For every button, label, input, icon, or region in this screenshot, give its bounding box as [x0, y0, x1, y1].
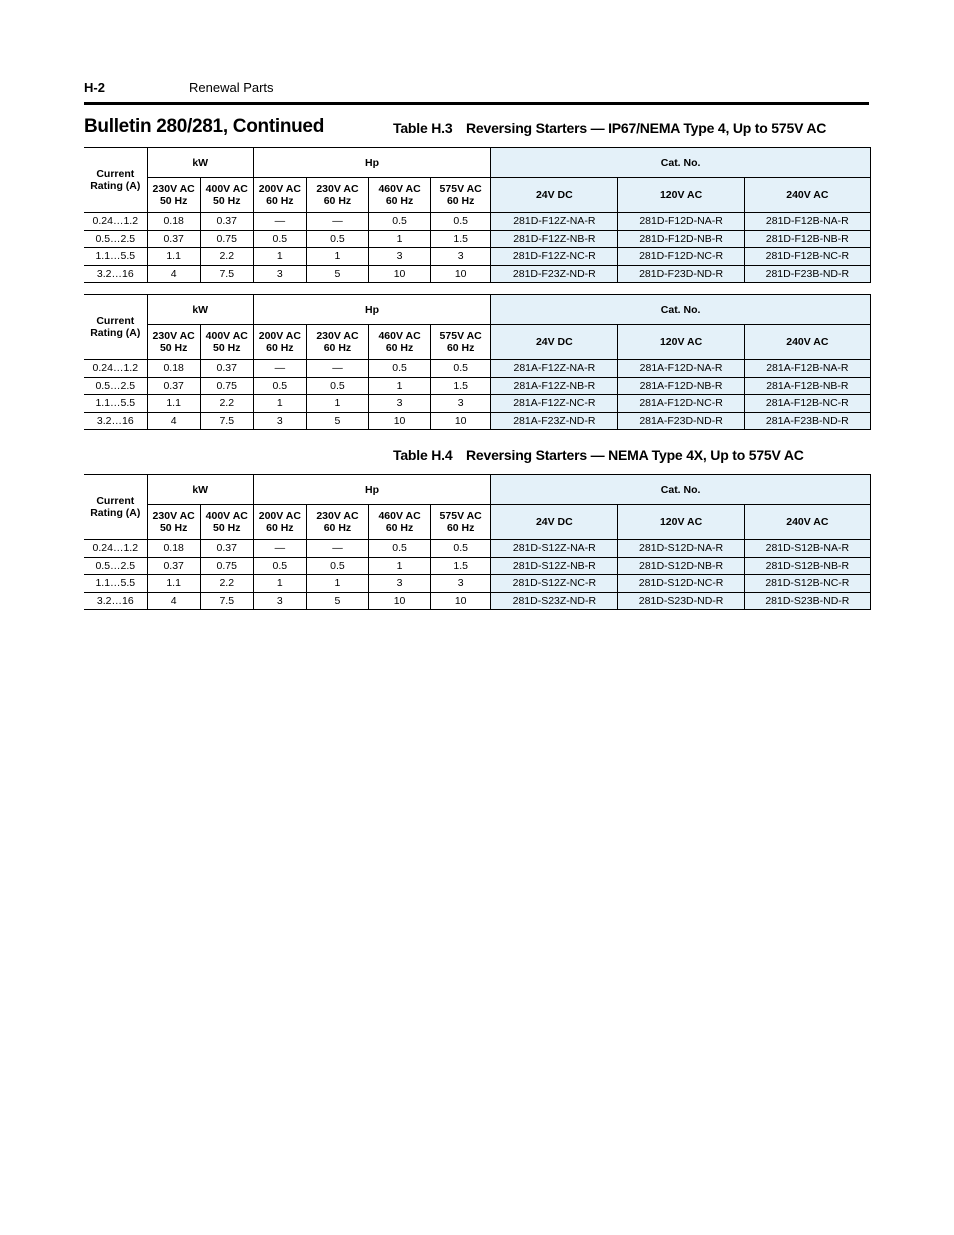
cat-no-cell: 281D-S12D-NA-R	[618, 540, 744, 558]
table-cell: 0.24…1.2	[84, 540, 147, 558]
table-cell: 1.1…5.5	[84, 575, 147, 593]
voltage-subheader	[253, 178, 306, 213]
voltage-subheader	[431, 178, 491, 213]
cat-no-cell: 281D-S12B-NA-R	[744, 540, 870, 558]
table-cell: 3	[369, 248, 431, 266]
cat-no-cell: 281A-F12D-NC-R	[618, 395, 744, 413]
table-cell: 10	[369, 265, 431, 283]
cat-no-cell: 281D-F12D-NA-R	[618, 213, 744, 231]
table-cell: 0.5	[253, 377, 306, 395]
cat-no-cell: 281D-S12Z-NC-R	[491, 575, 618, 593]
table-row	[84, 557, 871, 575]
table-cell: 10	[431, 265, 491, 283]
table-cell: 0.24…1.2	[84, 213, 147, 231]
frequency-label: 50 Hz	[159, 522, 188, 534]
cat-no-cell: 281D-F12B-NC-R	[744, 248, 870, 266]
hp-header: Hp	[253, 295, 490, 325]
cat-no-cell: 281D-S23Z-ND-R	[491, 592, 618, 610]
frequency-label: 60 Hz	[385, 195, 414, 207]
voltage-label: 400V AC	[205, 330, 248, 342]
table-cell: 1.5	[431, 557, 491, 575]
cat-no-cell: 281D-F23D-ND-R	[618, 265, 744, 283]
table-h4	[84, 474, 871, 610]
cat-no-cell: 281A-F12D-NA-R	[618, 360, 744, 378]
table-cell: 0.37	[147, 230, 200, 248]
cat-no-cell: 281D-F12B-NB-R	[744, 230, 870, 248]
voltage-label: 400V AC	[205, 510, 248, 522]
table-cell: 0.18	[147, 540, 200, 558]
table-cell: 3.2…16	[84, 592, 147, 610]
table-cell: 0.5	[306, 557, 368, 575]
table-cell: 1	[306, 248, 368, 266]
table-cell: 0.75	[200, 557, 253, 575]
voltage-label: 230V AC	[152, 510, 195, 522]
table-cell: 4	[147, 592, 200, 610]
table-row	[84, 540, 871, 558]
cat-no-cell: 281D-S23B-ND-R	[744, 592, 870, 610]
cat-no-cell: 281D-F23B-ND-R	[744, 265, 870, 283]
table-cell: 0.5	[431, 360, 491, 378]
table-cell: 7.5	[200, 412, 253, 430]
frequency-label: 60 Hz	[323, 522, 352, 534]
frequency-label: 60 Hz	[446, 342, 475, 354]
table-h3-number: Table H.3	[393, 120, 453, 136]
kw-header: kW	[147, 295, 253, 325]
table-cell: 0.18	[147, 360, 200, 378]
table-row	[84, 360, 871, 378]
cat-no-cell: 281D-F12D-NB-R	[618, 230, 744, 248]
voltage-label: 575V AC	[439, 510, 482, 522]
table-cell: 10	[431, 412, 491, 430]
cat-no-cell: 281D-F12Z-NB-R	[491, 230, 618, 248]
frequency-label: 50 Hz	[159, 342, 188, 354]
table-cell: —	[253, 540, 306, 558]
kw-header: kW	[147, 148, 253, 178]
voltage-label: 400V AC	[205, 183, 248, 195]
voltage-subheader	[369, 178, 431, 213]
cat-no-cell: 281A-F12B-NC-R	[744, 395, 870, 413]
cat-no-cell: 281A-F12Z-NC-R	[491, 395, 618, 413]
rating-header-line2: Rating (A)	[90, 180, 141, 192]
cat-no-header: Cat. No.	[491, 295, 871, 325]
voltage-subheader	[200, 325, 253, 360]
frequency-label: 60 Hz	[446, 195, 475, 207]
table-cell: 0.5	[431, 213, 491, 231]
table-row	[84, 592, 871, 610]
cat-voltage-subheader: 240V AC	[744, 325, 870, 360]
current-rating-header	[84, 475, 147, 540]
table-cell: 0.5…2.5	[84, 230, 147, 248]
voltage-subheader	[306, 178, 368, 213]
cat-no-cell: 281D-F12B-NA-R	[744, 213, 870, 231]
cat-no-header: Cat. No.	[491, 148, 871, 178]
table-cell: 1	[253, 395, 306, 413]
voltage-label: 200V AC	[258, 183, 301, 195]
voltage-label: 230V AC	[152, 183, 195, 195]
cat-voltage-subheader: 24V DC	[491, 505, 618, 540]
voltage-subheader	[200, 505, 253, 540]
table-cell: 4	[147, 412, 200, 430]
table-row	[84, 412, 871, 430]
table-cell: 1.1	[147, 248, 200, 266]
voltage-label: 460V AC	[378, 183, 421, 195]
cat-no-cell: 281A-F12B-NA-R	[744, 360, 870, 378]
table-cell: 10	[431, 592, 491, 610]
voltage-subheader	[306, 325, 368, 360]
frequency-label: 60 Hz	[266, 195, 294, 207]
table-cell: 0.75	[200, 377, 253, 395]
table-cell: 5	[306, 412, 368, 430]
rating-header-line1: Current	[96, 168, 135, 180]
cat-no-cell: 281D-S12Z-NA-R	[491, 540, 618, 558]
cat-no-cell: 281D-F12Z-NC-R	[491, 248, 618, 266]
table-h3-f-series	[84, 147, 871, 283]
table-cell: 0.37	[147, 557, 200, 575]
voltage-label: 460V AC	[378, 330, 421, 342]
cat-no-cell: 281D-F23Z-ND-R	[491, 265, 618, 283]
table-cell: 1	[306, 395, 368, 413]
table-cell: 2.2	[200, 575, 253, 593]
rating-header-line1: Current	[96, 315, 135, 327]
frequency-label: 60 Hz	[385, 522, 414, 534]
table-cell: —	[306, 540, 368, 558]
table-cell: 0.37	[147, 377, 200, 395]
cat-voltage-subheader: 24V DC	[491, 178, 618, 213]
voltage-subheader	[369, 325, 431, 360]
table-cell: 1	[369, 557, 431, 575]
table-cell: —	[253, 360, 306, 378]
page-title: Bulletin 280/281, Continued	[84, 116, 325, 137]
cat-voltage-subheader: 240V AC	[744, 178, 870, 213]
table-cell: 7.5	[200, 265, 253, 283]
voltage-label: 575V AC	[439, 330, 482, 342]
table-cell: 1.5	[431, 230, 491, 248]
table-cell: 1	[369, 377, 431, 395]
table-cell: 1	[306, 575, 368, 593]
table-cell: 1	[369, 230, 431, 248]
table-row	[84, 395, 871, 413]
table-cell: 1.1	[147, 575, 200, 593]
cat-voltage-subheader: 120V AC	[618, 505, 744, 540]
kw-header: kW	[147, 475, 253, 505]
frequency-label: 60 Hz	[266, 522, 294, 534]
frequency-label: 50 Hz	[213, 195, 241, 207]
cat-no-cell: 281A-F12B-NB-R	[744, 377, 870, 395]
voltage-label: 200V AC	[258, 510, 301, 522]
header-rule	[84, 102, 869, 105]
table-cell: 3	[369, 395, 431, 413]
voltage-subheader	[200, 178, 253, 213]
table-cell: 3	[431, 395, 491, 413]
rating-header-line1: Current	[96, 495, 135, 507]
table-cell: 0.5…2.5	[84, 557, 147, 575]
cat-no-cell: 281D-S12B-NC-R	[744, 575, 870, 593]
voltage-label: 230V AC	[316, 510, 359, 522]
table-cell: 5	[306, 265, 368, 283]
table-cell: 1	[253, 248, 306, 266]
table-row	[84, 248, 871, 266]
cat-no-cell: 281D-F12D-NC-R	[618, 248, 744, 266]
cat-no-cell: 281A-F12Z-NB-R	[491, 377, 618, 395]
voltage-subheader	[253, 505, 306, 540]
table-h4-title: Reversing Starters — NEMA Type 4X, Up to 575V AC	[466, 447, 804, 463]
table-row	[84, 230, 871, 248]
table-cell: 0.5	[369, 213, 431, 231]
voltage-label: 230V AC	[316, 183, 359, 195]
cat-no-cell: 281A-F12Z-NA-R	[491, 360, 618, 378]
voltage-label: 575V AC	[439, 183, 482, 195]
table-h3-caption	[393, 120, 826, 136]
table-cell: 0.5	[253, 557, 306, 575]
table-cell: —	[306, 360, 368, 378]
table-row	[84, 213, 871, 231]
frequency-label: 60 Hz	[323, 195, 352, 207]
table-cell: 0.37	[200, 540, 253, 558]
cat-voltage-subheader: 120V AC	[618, 325, 744, 360]
voltage-label: 230V AC	[316, 330, 359, 342]
frequency-label: 60 Hz	[385, 342, 414, 354]
table-cell: 1.1…5.5	[84, 395, 147, 413]
table-cell: 2.2	[200, 248, 253, 266]
table-cell: 0.5	[369, 360, 431, 378]
table-cell: —	[306, 213, 368, 231]
cat-no-cell: 281D-S23D-ND-R	[618, 592, 744, 610]
table-row	[84, 377, 871, 395]
frequency-label: 60 Hz	[266, 342, 294, 354]
voltage-subheader	[369, 505, 431, 540]
cat-no-cell: 281A-F23B-ND-R	[744, 412, 870, 430]
current-rating-header	[84, 295, 147, 360]
table-cell: 0.24…1.2	[84, 360, 147, 378]
voltage-label: 230V AC	[152, 330, 195, 342]
page-number: H-2	[84, 80, 105, 95]
hp-header: Hp	[253, 475, 490, 505]
voltage-label: 460V AC	[378, 510, 421, 522]
table-cell: 1	[253, 575, 306, 593]
hp-header: Hp	[253, 148, 490, 178]
table-cell: 5	[306, 592, 368, 610]
table-cell: 3	[369, 575, 431, 593]
frequency-label: 60 Hz	[323, 342, 352, 354]
table-cell: 3	[253, 265, 306, 283]
cat-no-cell: 281A-F23D-ND-R	[618, 412, 744, 430]
cat-no-cell: 281A-F23Z-ND-R	[491, 412, 618, 430]
rating-header-line2: Rating (A)	[90, 327, 141, 339]
table-h3-title: Reversing Starters — IP67/NEMA Type 4, Up to 575V AC	[466, 120, 827, 136]
table-cell: 2.2	[200, 395, 253, 413]
table-cell: 3	[253, 592, 306, 610]
rating-header-line2: Rating (A)	[90, 507, 141, 519]
cat-no-cell: 281D-F12Z-NA-R	[491, 213, 618, 231]
table-h4-caption	[393, 447, 804, 463]
voltage-subheader	[431, 325, 491, 360]
table-cell: —	[253, 213, 306, 231]
section-name: Renewal Parts	[189, 80, 274, 95]
table-cell: 0.37	[200, 213, 253, 231]
cat-voltage-subheader: 120V AC	[618, 178, 744, 213]
frequency-label: 60 Hz	[446, 522, 475, 534]
cat-no-cell: 281A-F12D-NB-R	[618, 377, 744, 395]
cat-no-cell: 281D-S12D-NB-R	[618, 557, 744, 575]
table-cell: 3	[253, 412, 306, 430]
voltage-subheader	[147, 325, 200, 360]
table-cell: 0.5	[369, 540, 431, 558]
cat-voltage-subheader: 240V AC	[744, 505, 870, 540]
frequency-label: 50 Hz	[213, 522, 241, 534]
table-cell: 3	[431, 575, 491, 593]
table-cell: 0.5	[431, 540, 491, 558]
cat-no-header: Cat. No.	[491, 475, 871, 505]
voltage-subheader	[147, 505, 200, 540]
voltage-subheader	[253, 325, 306, 360]
table-cell: 0.5…2.5	[84, 377, 147, 395]
table-cell: 3.2…16	[84, 265, 147, 283]
table-cell: 7.5	[200, 592, 253, 610]
table-cell: 1.1	[147, 395, 200, 413]
page-header	[84, 80, 869, 102]
table-cell: 1.5	[431, 377, 491, 395]
table-cell: 0.5	[306, 230, 368, 248]
table-cell: 0.18	[147, 213, 200, 231]
table-cell: 3	[431, 248, 491, 266]
cat-no-cell: 281D-S12B-NB-R	[744, 557, 870, 575]
table-row	[84, 575, 871, 593]
table-cell: 0.75	[200, 230, 253, 248]
table-cell: 0.5	[253, 230, 306, 248]
table-cell: 0.5	[306, 377, 368, 395]
table-cell: 4	[147, 265, 200, 283]
table-cell: 0.37	[200, 360, 253, 378]
current-rating-header	[84, 148, 147, 213]
voltage-subheader	[306, 505, 368, 540]
table-cell: 3.2…16	[84, 412, 147, 430]
frequency-label: 50 Hz	[213, 342, 241, 354]
table-h4-number: Table H.4	[393, 447, 453, 463]
frequency-label: 50 Hz	[159, 195, 188, 207]
table-row	[84, 265, 871, 283]
cat-voltage-subheader: 24V DC	[491, 325, 618, 360]
cat-no-cell: 281D-S12Z-NB-R	[491, 557, 618, 575]
table-cell: 1.1…5.5	[84, 248, 147, 266]
cat-no-cell: 281D-S12D-NC-R	[618, 575, 744, 593]
voltage-subheader	[431, 505, 491, 540]
voltage-label: 200V AC	[258, 330, 301, 342]
table-h3-a-series	[84, 294, 871, 430]
voltage-subheader	[147, 178, 200, 213]
table-cell: 10	[369, 592, 431, 610]
table-cell: 10	[369, 412, 431, 430]
